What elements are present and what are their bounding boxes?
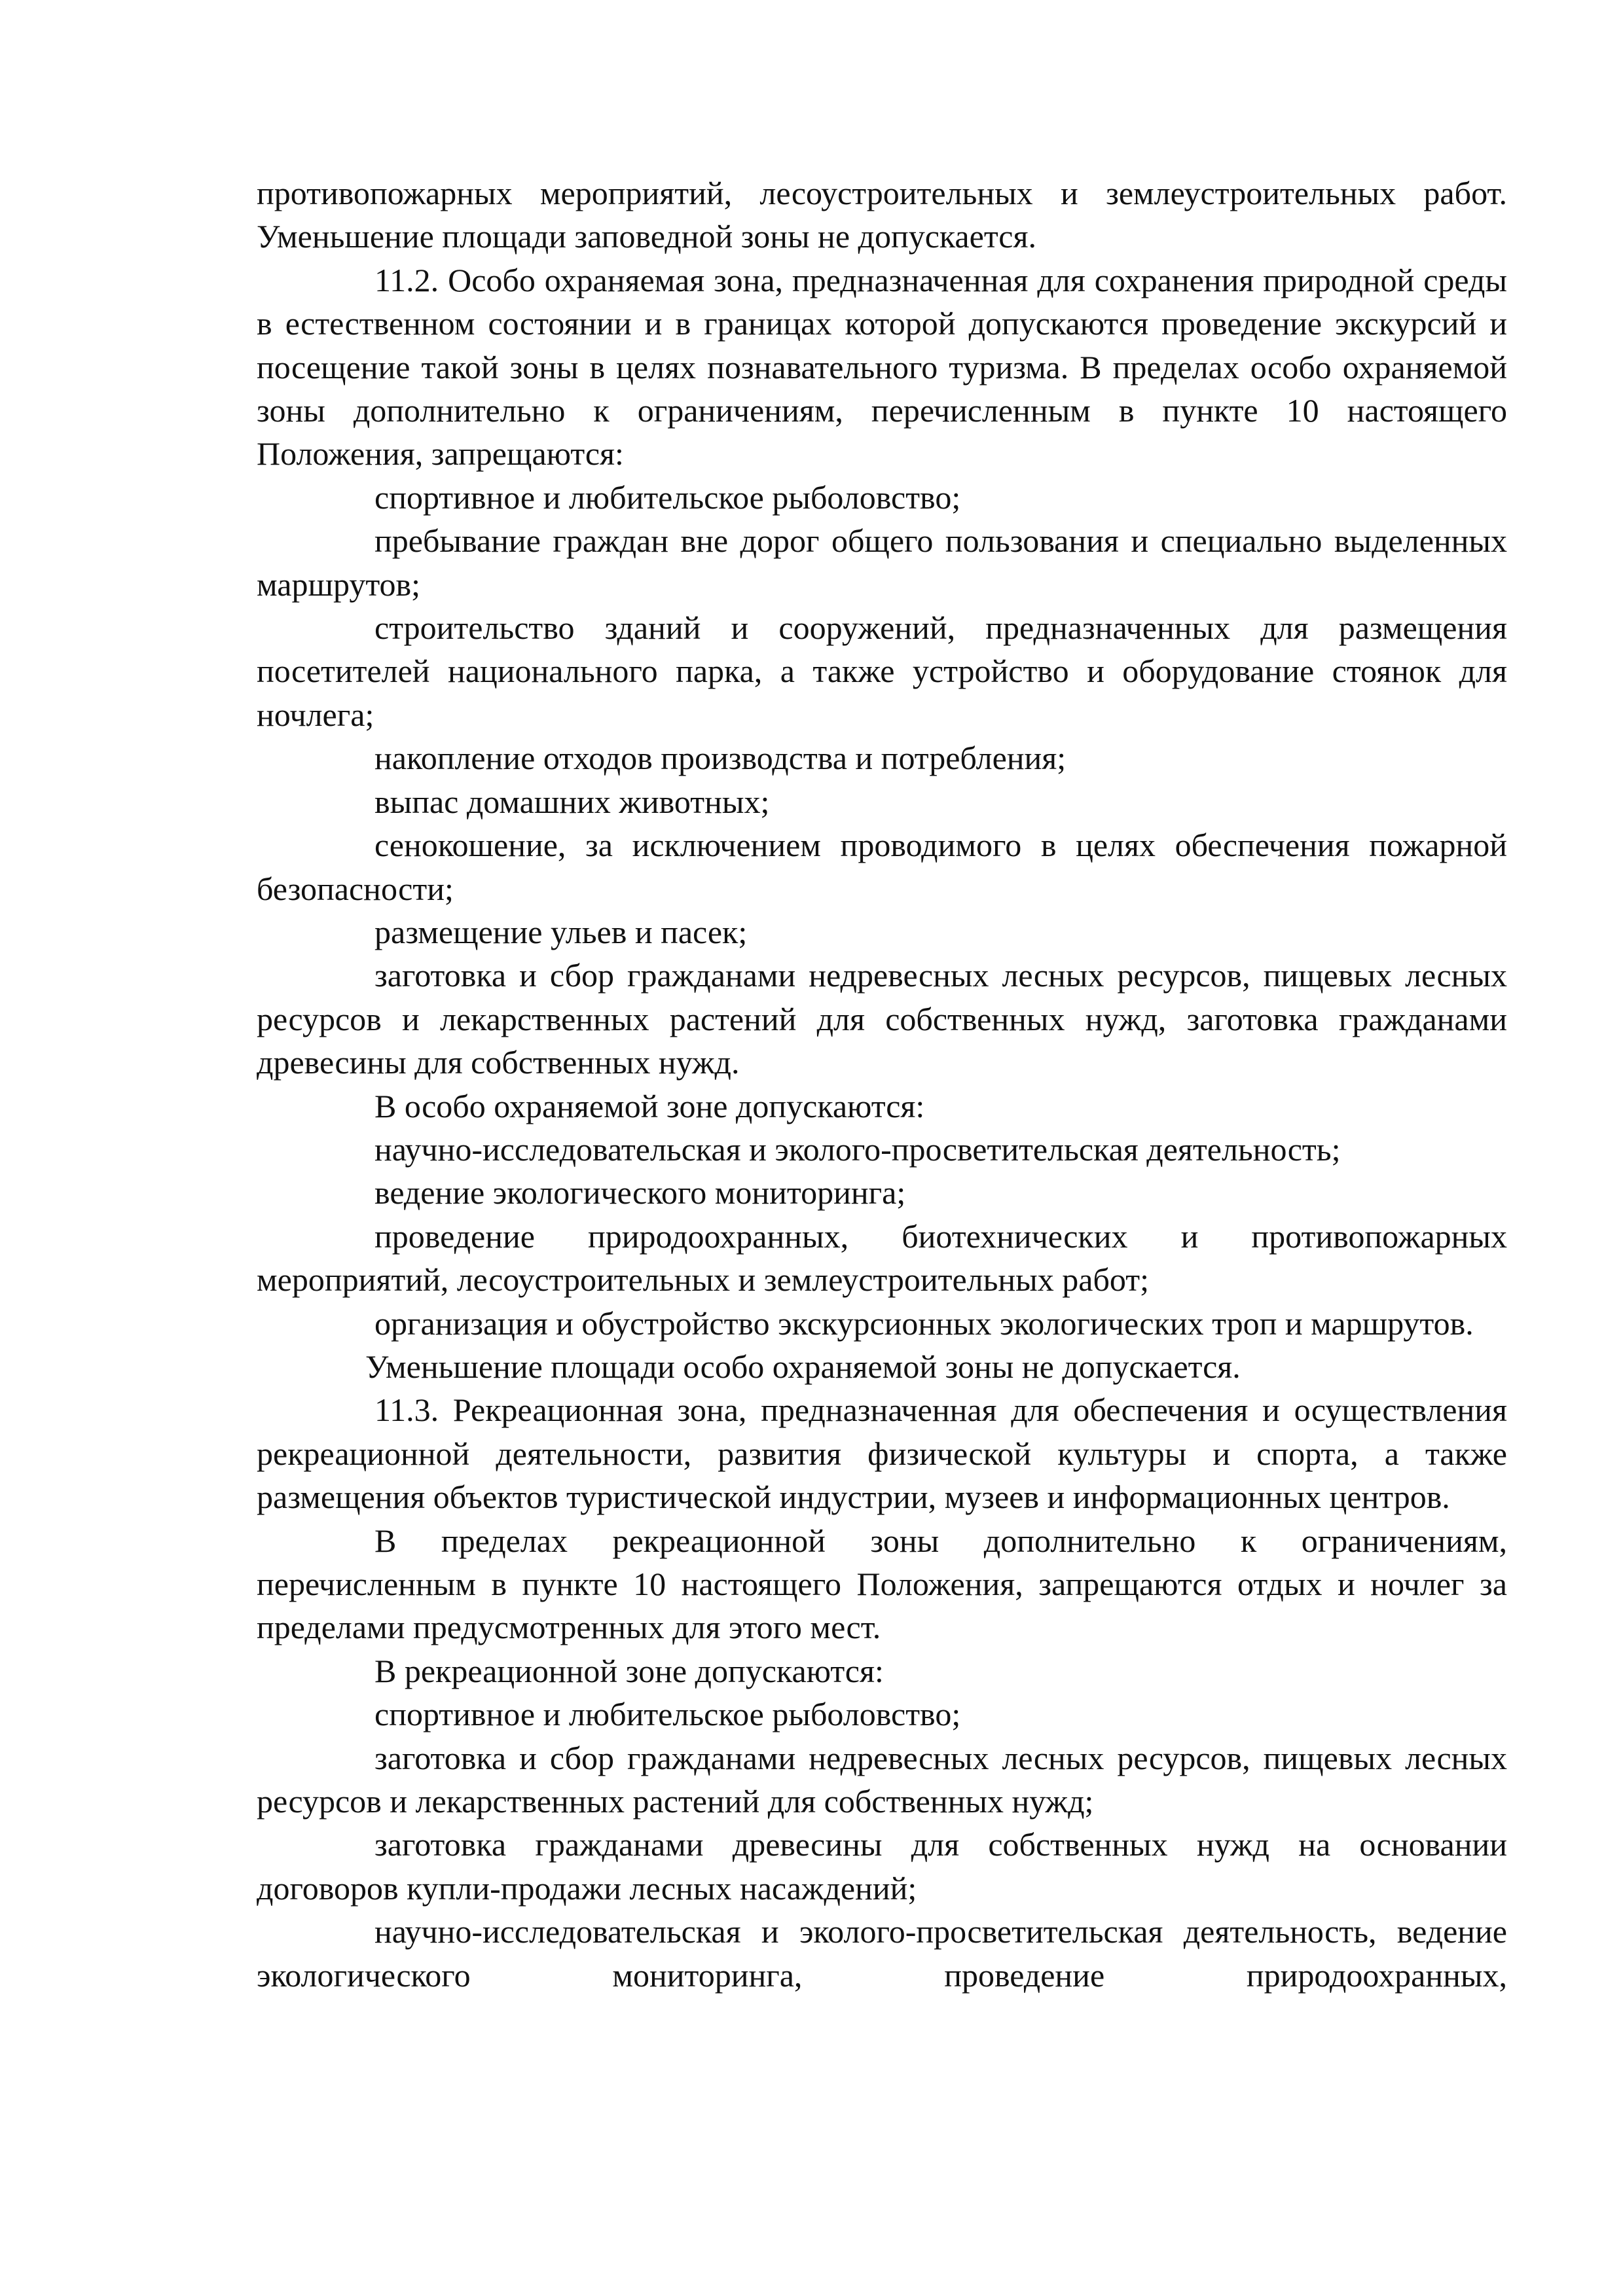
list-item: строительство зданий и сооружений, предназначенных для размещения посетителей национального парка, а также устройство и оборудование стоянок для ночлега; <box>257 609 1507 733</box>
list-item: заготовка и сбор гражданами недревесных лесных ресурсов, пищевых лесных ресурсов и лекарственных растений для собственных нужд; <box>257 1739 1507 1820</box>
list-item: выпас домашних животных; <box>374 783 770 820</box>
list-item: научно-исследовательская и эколого-просветительская деятельность, ведение экологического мониторинга, проведение природоохранных, <box>257 1913 1507 1994</box>
paragraph-11-2-heading: 11.2. Особо охраняемая зона, предназначенная для сохранения природной среды в естественном состоянии и в границах которой допускаются проведение экскурсий и посещение такой зоны в целях познавательного туризма. В пределах особо охраняемой зоны дополнительно к ограничениям, перечисленным в пункте 10 настоящего Положения, запрещаются: <box>257 261 1507 473</box>
paragraph-continuation: противопожарных мероприятий, лесоустроительных и землеустроительных работ. Уменьшение площади заповедной зоны не допускается. <box>257 175 1507 255</box>
list-item: спортивное и любительское рыболовство; <box>374 1696 961 1733</box>
paragraph-reduction-note: Уменьшение площади особо охраняемой зоны не допускается. <box>365 1348 1241 1385</box>
list-item: пребывание граждан вне дорог общего пользования и специально выделенных маршрутов; <box>257 522 1507 603</box>
list-item: заготовка и сбор гражданами недревесных лесных ресурсов, пищевых лесных ресурсов и лекарственных растений для собственных нужд, заготовка гражданами древесины для собственных нужд. <box>257 957 1507 1081</box>
list-item: организация и обустройство экскурсионных экологических троп и маршрутов. <box>374 1304 1474 1342</box>
list-item: ведение экологического мониторинга; <box>374 1174 906 1211</box>
paragraph-allowed-heading: В рекреационной зоне допускаются: <box>374 1652 884 1689</box>
paragraph-restrictions: В пределах рекреационной зоны дополнительно к ограничениям, перечисленным в пункте 10 настоящего Положения, запрещаются отдых и ночлег за пределами предусмотренных для этого мест. <box>257 1522 1507 1646</box>
list-item: проведение природоохранных, биотехнических и противопожарных мероприятий, лесоустроительных и землеустроительных работ; <box>257 1217 1507 1299</box>
list-item: спортивное и любительское рыболовство; <box>374 478 961 516</box>
list-item: сенокошение, за исключением проводимого в целях обеспечения пожарной безопасности; <box>257 827 1507 907</box>
paragraph-allowed-heading: В особо охраняемой зоне допускаются: <box>374 1087 925 1124</box>
paragraph-11-3-heading: 11.3. Рекреационная зона, предназначенная для обеспечения и осуществления рекреационной деятельности, развития физической культуры и спорта, а также размещения объектов туристической индустрии, музеев и информационных центров. <box>257 1391 1507 1516</box>
list-item: научно-исследовательская и эколого-просветительская деятельность; <box>374 1130 1341 1168</box>
list-item: заготовка гражданами древесины для собственных нужд на основании договоров купли-продажи лесных насаждений; <box>257 1826 1507 1907</box>
list-item: размещение ульев и пасек; <box>374 913 748 950</box>
document-body <box>257 171 1507 1997</box>
list-item: накопление отходов производства и потребления; <box>374 740 1067 777</box>
